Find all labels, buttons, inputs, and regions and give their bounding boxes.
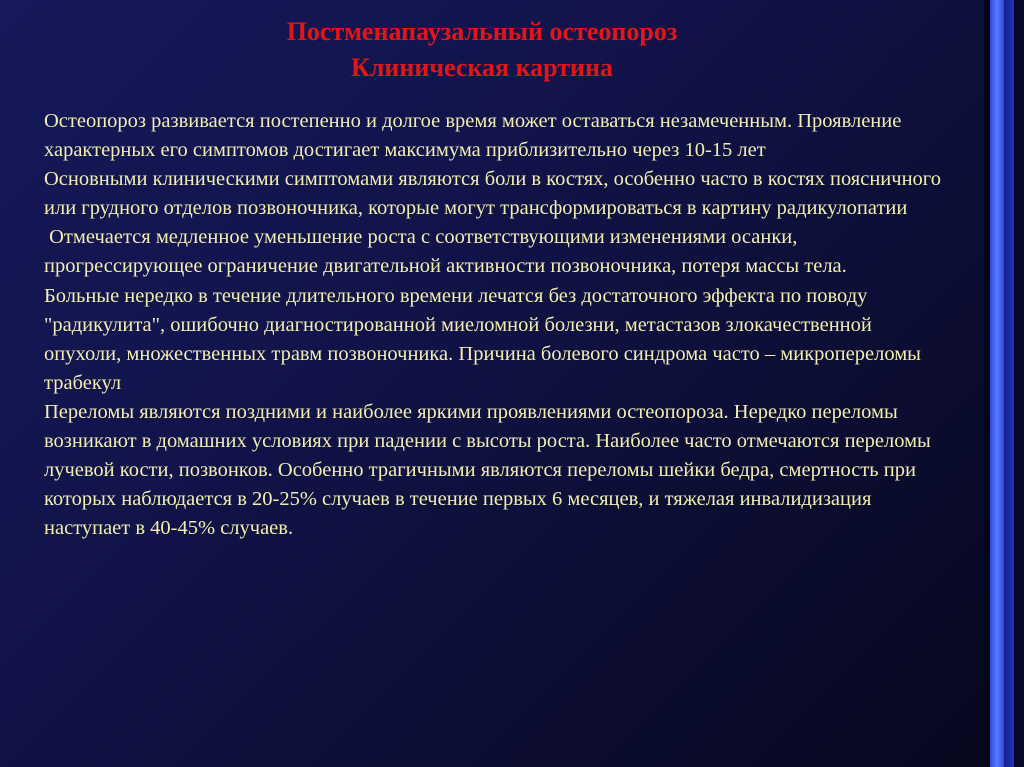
paragraph-height-loss: Отмечается медленное уменьшение роста с соответствующими изменениями осанки, прогрессирующее ограничение двигательной активности позвоночника, потеря массы тела. <box>44 226 847 278</box>
paragraph-onset: Остеопороз развивается постепенно и долгое время может оставаться незамеченным. Проявление характерных его симптомов достигает максимума приблизительно через 10-15 лет <box>44 110 902 162</box>
decorative-side-bars <box>984 0 1024 767</box>
paragraph-bone-pain: Основными клиническими симптомами являются боли в костях, особенно часто в костях поясничного или грудного отделов позвоночника, которые могут трансформироваться в картину радикулопатии <box>44 168 941 220</box>
side-bar-edge <box>1014 0 1024 767</box>
side-bar-mid <box>1004 0 1014 767</box>
paragraph-misdiagnosis: Больные нередко в течение длительного времени лечатся без достаточного эффекта по поводу "радикулита", ошибочно диагностированной миеломной болезни, метастазов злокачественной опухоли, множественных травм позвоночника. Причина болевого синдрома часто – микропереломы трабекул <box>44 284 921 394</box>
title-line-1: Постменапаузальный остеопороз <box>286 17 678 46</box>
paragraph-fractures: Переломы являются поздними и наиболее яркими проявлениями остеопороза. Нередко переломы возникают в домашних условиях при падении с высоты роста. Наиболее часто отмечаются переломы лучевой кости, позвонков. Особенно трагичными являются переломы шейки бедра, смертность при которых наблюдается в 20-25% случаев в течение первых 6 месяцев, и тяжелая инвалидизация наступает в 40-45% случаев. <box>44 400 931 540</box>
slide-title <box>0 14 964 86</box>
slide-body <box>44 107 944 543</box>
side-bar-light <box>990 0 1004 767</box>
title-line-2: Клиническая картина <box>350 53 614 82</box>
